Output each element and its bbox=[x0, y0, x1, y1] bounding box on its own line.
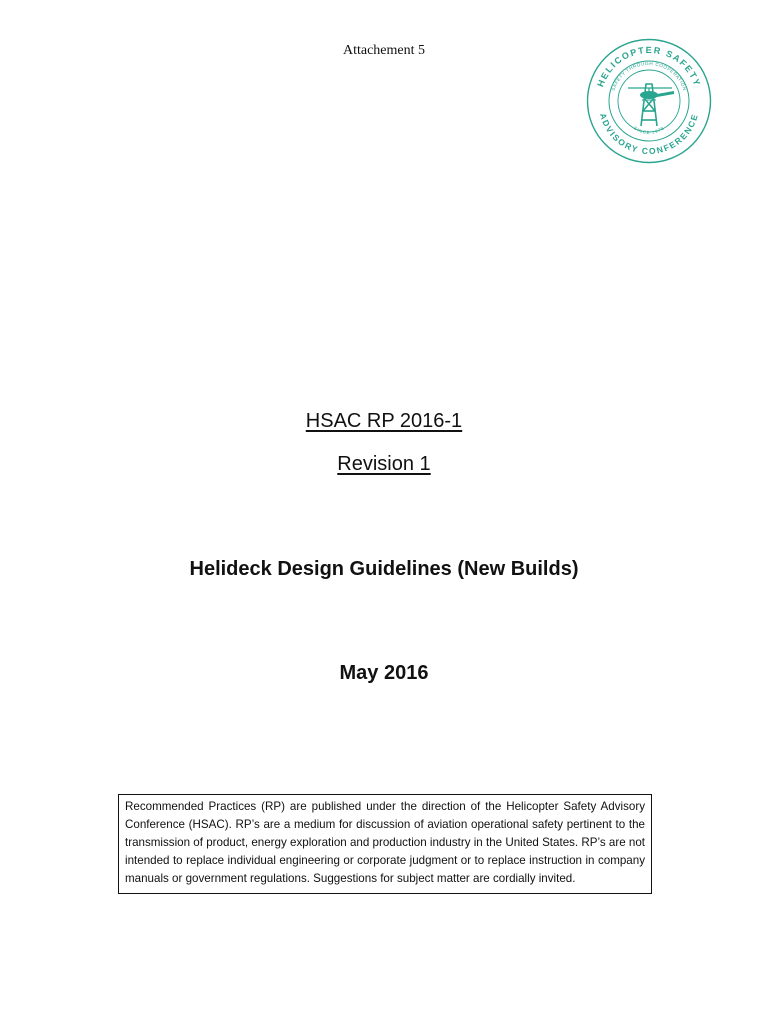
document-title: Helideck Design Guidelines (New Builds) bbox=[189, 558, 579, 580]
seal-graphic bbox=[588, 40, 711, 163]
document-date: May 2016 bbox=[339, 662, 429, 684]
disclaimer-box: Recommended Practices (RP) are published under the direction of the Helicopter Safety Advisory Conference (HSAC). RP’s are a medium for discussion of aviation operational safety pertinent to the transmission of product, energy exploration and production industry in the United States. RP’s are not intended to replace individual engineering or corporate judgment or to replace instruction in company manuals or government regulations. Suggestions for subject matter are cordially invited. bbox=[118, 794, 652, 894]
seal-bottom-text: ADVISORY CONFERENCE bbox=[597, 111, 701, 157]
hsac-seal-logo bbox=[586, 38, 712, 164]
seal-since-text: SINCE 1978 bbox=[632, 125, 666, 136]
seal-top-text: HELICOPTER SAFETY bbox=[595, 44, 703, 89]
attachment-label: Attachement 5 bbox=[342, 43, 426, 58]
seal-motto-text: SAFETY THROUGH COOPERATION bbox=[610, 60, 688, 92]
helicopter-icon bbox=[628, 88, 674, 100]
revision-label: Revision 1 bbox=[337, 453, 431, 475]
document-id: HSAC RP 2016-1 bbox=[305, 410, 463, 432]
